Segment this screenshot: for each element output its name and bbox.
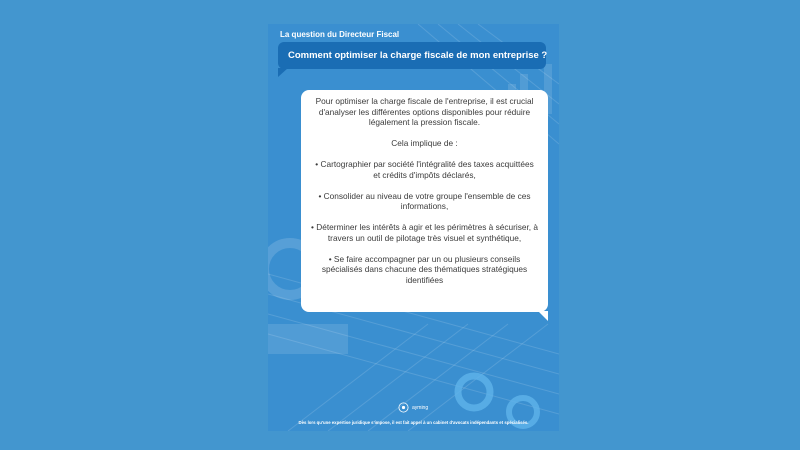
answer-intro: Pour optimiser la charge fiscale de l'entreprise, il est crucial d'analyser les différentes options disponibles pour réduire légalement la pression fiscale. xyxy=(315,96,534,127)
brand-logo xyxy=(398,402,428,413)
kicker-title: La question du Directeur Fiscal xyxy=(280,30,400,39)
speech-tail-icon xyxy=(538,311,548,321)
brand-name: ayming xyxy=(412,404,429,411)
question-text: Comment optimiser la charge fiscale de mon entreprise ? xyxy=(288,50,548,61)
footer-disclaimer: Dès lors qu'une expertise juridique s'impose, il est fait appel à un cabinet d'avocats indépendants et spécialisés. xyxy=(298,420,529,425)
bullet-item: • Se faire accompagner par un ou plusieurs conseils spécialisés dans chacune des thématiques stratégiques identifiées xyxy=(321,253,528,285)
answer-bubble xyxy=(301,90,548,312)
question-bubble xyxy=(278,42,546,69)
speech-tail-icon xyxy=(278,68,288,77)
bullet-item: • Déterminer les intérêts à agir et les périmètres à sécuriser, à travers un outil de pilotage très visuel et synthétique, xyxy=(311,222,539,243)
info-card xyxy=(268,24,559,431)
bullet-item: • Cartographier par société l'intégralité des taxes acquittées et crédits d'impôts déclarés, xyxy=(315,159,534,180)
answer-subheading: Cela implique de : xyxy=(391,138,458,148)
ayming-logo-icon xyxy=(398,402,409,413)
bullet-item: • Consolider au niveau de votre groupe l'ensemble de ces informations, xyxy=(318,190,531,211)
